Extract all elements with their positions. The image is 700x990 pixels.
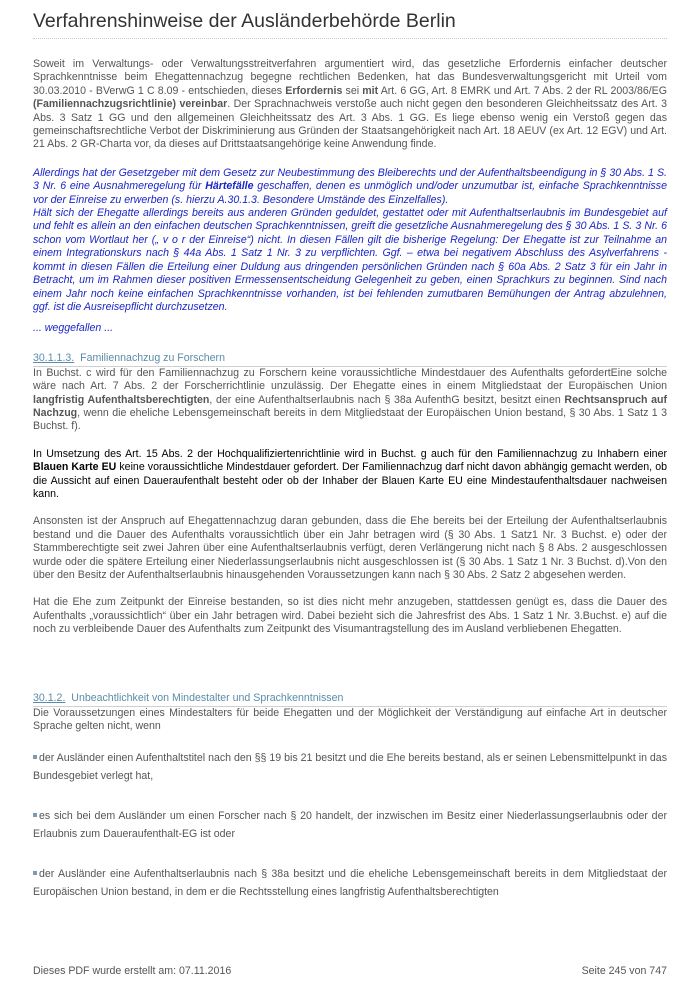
paragraph-weggefallen: ... weggefallen ... bbox=[33, 322, 114, 335]
paragraph-geduldet: Hält sich der Ehegatte allerdings bereits aus anderen Gründen geduldet, gestattet oder mit Aufenthaltserlaubnis im Bundesgebiet auf und fehlt es allein an den einfachen deutschen Sprachkenntnissen, greift die gesetzliche Ausnahmeregelung des § 30 Abs. 1 S. 3 Nr. 6 schon vom Wortlaut her („ v o r der Einreise“) nicht. In diesen Fällen gilt die bisherige Regelung: Der Ehegatte ist zur Teilnahme an einem Integrationskurs nach § 44a Abs. 1 Satz 1 Nr. 3 zu verpflichten. Ggf. – etwa bei negativem Abschluss des Asylverfahrens - kommt in diesen Fällen die Erteilung einer Duldung aus dringenden persönlichen Gründen nach § 60a Abs. 2 Satz 3 für ein Jahr in Betracht, um im Rahmen dieser positiven Ermessensentscheidung Gelegenheit zu geben, einen Sprachkurs zu beginnen. Sind nach einem Jahr noch keine einfachen Sprachkenntnisse vorhanden, ist bei fehlenden zumutbaren Bemühungen der Antrag abzulehnen, ggf. ist die Ausreisepflicht durchzusetzen. bbox=[33, 207, 667, 313]
paragraph-forscher: In Buchst. c wird für den Familiennachzug zu Forschern keine voraussichtliche Mindestdauer des Aufenthalts gefordertEine solche wäre nach Art. 7 Abs. 2 der Forscherrichtlinie unzulässig. Der Ehegatte eines in einem Mitgliedstaat der Europäischen Union langfristig Aufenthaltsberechtigten, der eine Aufenthaltserlaubnis nach § 38a AufenthG besitzt, besitzt einen Rechtsanspruch auf Nachzug, wenn die eheliche Lebensgemeinschaft bereits in dem Mitgliedstaat der Europäischen Union bestand, § 30 Abs. 1 Satz 1 3 Buchst. f). bbox=[33, 366, 668, 433]
footer-created-date: Dieses PDF wurde erstellt am: 07.11.2016 bbox=[33, 965, 232, 977]
paragraph-ehe-einreise: Hat die Ehe zum Zeitpunkt der Einreise bestanden, so ist dies nicht mehr anzugeben, stattdessen genügt es, dass die Dauer des Aufenthalts „voraussichtlich“ über ein Jahr betragen wird. Dabei bezieht sich die Jahresfrist des Abs. 1 Satz 1 Nr. 3.Buchst. e) auf die noch zu verbleibende Dauer des Aufenthalts zum Zeitpunkt des Visumantragstellung des im Ausland verbliebenen Ehegatten. bbox=[33, 596, 667, 636]
document-body bbox=[33, 58, 667, 901]
paragraph-ansonsten: Ansonsten ist der Anspruch auf Ehegattennachzug daran gebunden, dass die Ehe bereits bei der Erteilung der Aufenthaltserlaubnis bestand und die Dauer des Aufenthalts voraussichtlich über ein Jahr betragen wird (§ 30 Abs. 1 Satz1 Nr. 3 Buchst. e) oder der Stammberechtigte seit zwei Jahren über eine Aufenthaltserlaubnis verfügt, deren Verlängerung nicht nach § 8 Abs. 2 ausgeschlossen wurde oder die spätere Erteilung einer Niederlassungserlaubnis nicht ausgeschlossen ist (§ 30 Abs. 1 Satz 1 Nr. 3 Buchst. d).Von den über den Besitz der Aufenthaltserlaubnis hinausgehenden Voraussetzungen kann nach § 30 Abs. 2 Satz 2 abgesehen werden. bbox=[33, 515, 667, 581]
paragraph-haertefaelle: Allerdings hat der Gesetzgeber mit dem Gesetz zur Neubestimmung des Bleiberechts und der Aufenthaltsbeendigung in § 30 Abs. 1 S. 3 Nr. 6 eine Ausnahmeregelung für Härtefälle geschaffen, denen es unmöglich und/oder unzumutbar ist, einfache Sprachkenntnisse vor der Einreise zu erwerben (s. hierzu A.30.1.3. Besondere Umstände des Einzelfalles). bbox=[33, 166, 667, 206]
list-item: der Ausländer einen Aufenthaltstitel nach den §§ 19 bis 21 besitzt und die Ehe bereits bestand, als er seinen Lebensmittelpunkt in das Bundesgebiet verlegt hat, bbox=[33, 752, 667, 783]
paragraph-voraussetzungen: Die Voraussetzungen eines Mindestalters für beide Ehegatten und der Möglichkeit der Verständigung auf einfache Art in deutscher Sprache gelten nicht, wenn bbox=[33, 706, 667, 733]
page-title: Verfahrenshinweise der Ausländerbehörde Berlin bbox=[33, 10, 667, 39]
section-heading-30-1-2: 30.1.2. Unbeachtlichkeit von Mindestalter und Sprachkenntnissen bbox=[33, 692, 667, 707]
page-footer bbox=[33, 965, 667, 977]
paragraph-sprachnachweis: Soweit im Verwaltungs- oder Verwaltungsstreitverfahren argumentiert wird, das gesetzliche Erfordernis einfacher deutscher Sprachkenntnisse beim Ehegattennachzug begegne rechtlichen Bedenken, hat das Bundesverwaltungsgericht mit Urteil vom 30.03.2010 - BVerwG 1 C 8.09 - entschieden, dieses Erfordernis sei mit Art. 6 GG, Art. 8 EMRK und Art. 7 Abs. 2 der RL 2003/86/EG (Familiennachzugsrichtlinie) vereinbar. Der Sprachnachweis verstoße auch nicht gegen den besonderen Gleichheitssatz des Art. 3 Abs. 3 Satz 1 GG und den allgemeinen Gleichheitssatz des Art. 3 Abs. 1 GG. Es liege ebenso wenig ein Verstoß gegen das gemeinschaftsrechtliche Verbot der Diskriminierung aus Gründen der Staatsangehörigkeit nach Art. 18 AEUV (ex Art. 12 EGV) und Art. 21 Abs. 2 GR-Charta vor, da dieses auf Drittstaatsangehörige keine Anwendung finde. bbox=[33, 58, 667, 151]
bullet-icon bbox=[33, 871, 37, 875]
bullet-icon bbox=[33, 755, 37, 759]
footer-page-number: Seite 245 von 747 bbox=[581, 965, 667, 977]
list-item: es sich bei dem Ausländer um einen Forscher nach § 20 handelt, der inzwischen im Besitz einer Niederlassungserlaubnis oder der Erlaubnis zum Daueraufenthalt-EG ist oder bbox=[33, 810, 667, 841]
section-heading-30-1-1-3: 30.1.1.3. Familiennachzug zu Forschern bbox=[33, 352, 667, 367]
bullet-icon bbox=[33, 813, 37, 817]
paragraph-blaue-karte: In Umsetzung des Art. 15 Abs. 2 der Hochqualifiziertenrichtlinie wird in Buchst. g auch für den Familiennachzug zu Inhabern einer Blauen Karte EU keine voraussichtliche Mindestdauer gefordert. Der Familiennachzug darf nicht davon abhängig gemacht werden, ob die Aussicht auf einen Daueraufenthalt besteht oder ob der Inhaber der Blauen Karte EU eine Mindestaufenthaltsdauer nachweisen kann. bbox=[33, 447, 667, 500]
list-item: der Ausländer eine Aufenthaltserlaubnis nach § 38a besitzt und die eheliche Lebensgemeinschaft bereits in dem Mitgliedstaat der Europäischen Union bestand, in dem er die Rechtsstellung eines langfristig Aufenthaltsberechtigten bbox=[33, 868, 667, 899]
